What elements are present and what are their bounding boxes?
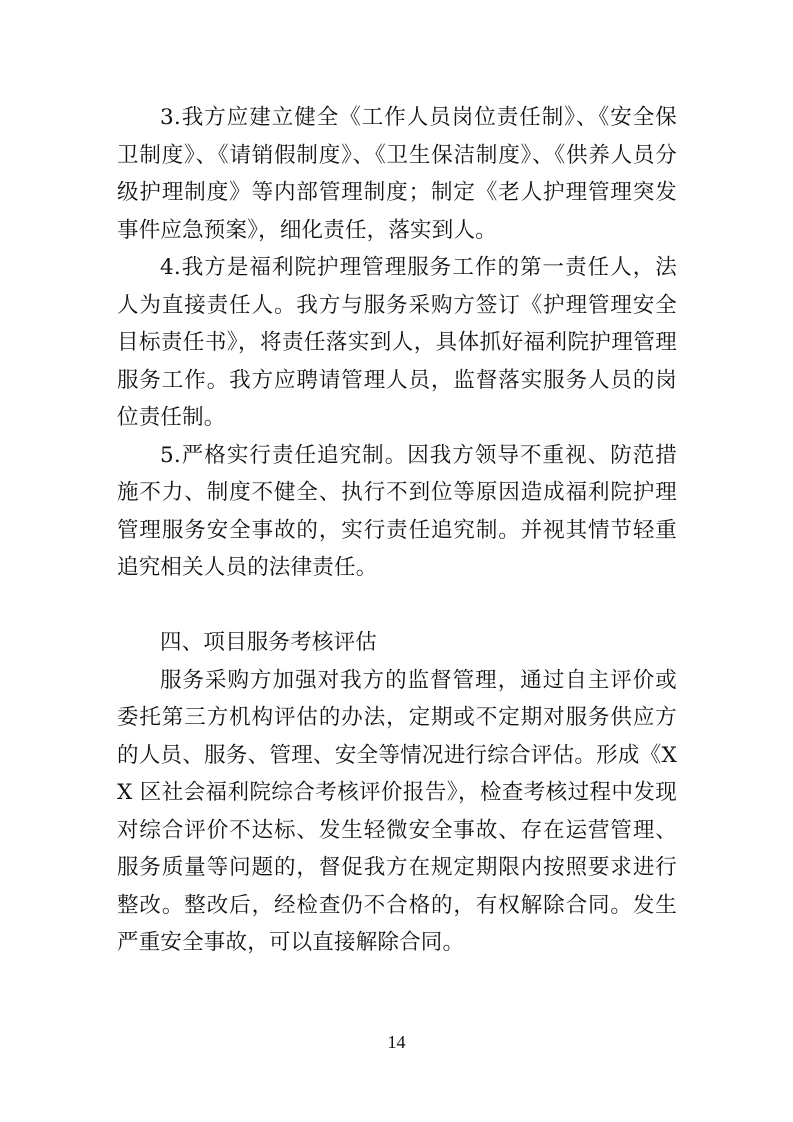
paragraph-item-3: 3.我方应建立健全《工作人员岗位责任制》、《安全保卫制度》、《请销假制度》、《卫生保洁制度》、《供养人员分级护理制度》等内部管理制度；制定《老人护理管理突发事件应急预案》，细化责任，落实到人。 [117,105,677,243]
page-body [117,99,677,962]
paragraph-item-5: 5.严格实行责任追究制。因我方领导不重视、防范措施不力、制度不健全、执行不到位等原因造成福利院护理管理服务安全事故的，实行责任追究制。并视其情节轻重追究相关人员的法律责任。 [117,442,677,580]
section-paragraph: 服务采购方加强对我方的监督管理，通过自主评价或委托第三方机构评估的办法，定期或不定期对服务供应方的人员、服务、管理、安全等情况进行综合评估。形成《XX 区社会福利院综合考核评价报告》，检查考核过程中发现对综合评价不达标、发生轻微安全事故、存在运营管理、服务质量等问题的，督促我方在规定期限内按照要求进行整改。整改后，经检查仍不合格的，有权解除合同。发生严重安全事故，可以直接解除合同。 [117,667,677,955]
section-heading: 四、项目服务考核评估 [160,630,378,655]
paragraph-item-4: 4.我方是福利院护理管理服务工作的第一责任人，法人为直接责任人。我方与服务采购方签订《护理管理安全目标责任书》，将责任落实到人，具体抓好福利院护理管理服务工作。我方应聘请管理人员，监督落实服务人员的岗位责任制。 [117,255,677,430]
page-number: 14 [387,1032,406,1052]
